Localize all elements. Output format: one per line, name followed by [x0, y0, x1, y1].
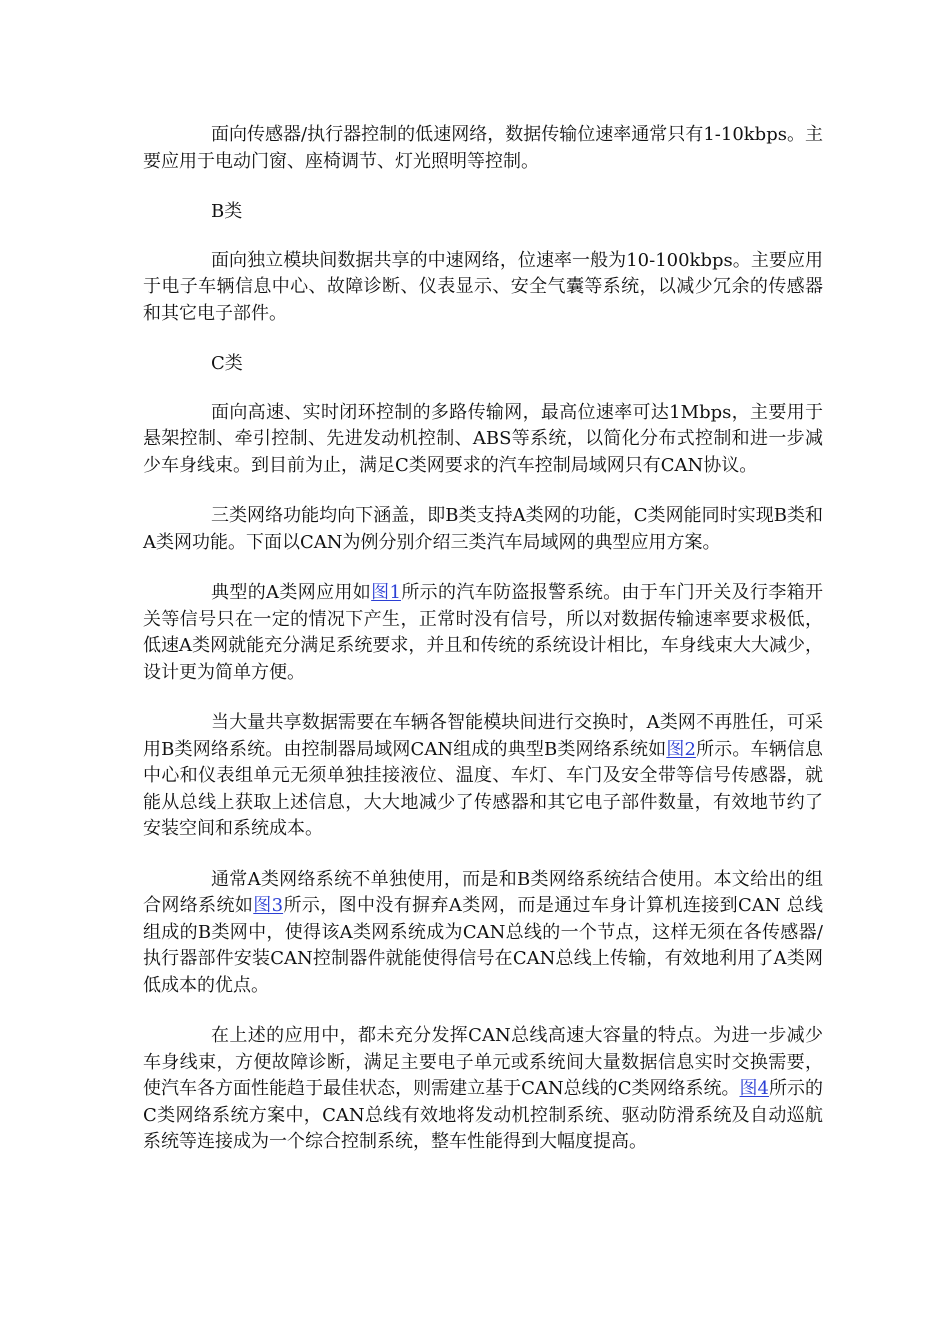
document-body — [143, 122, 823, 1180]
figure-2-link[interactable]: 图2 — [666, 738, 696, 760]
text-segment: 通常A类网络系统不单独使用，而是和B类网络系统结合使用。本文给出的组合网络系统如 — [143, 868, 823, 916]
paragraph-network-coverage — [143, 503, 823, 556]
text-segment: 所示的汽车防盗报警系统。由于车门开关及行李箱开关等信号只在一定的情况下产生，正常时没有信号，所以对数据传输速率要求极低，低速A类网就能充分满足系统要求，并且和传统的系统设计相比，车身线束大大减少，设计更为简单方便。 — [143, 582, 824, 683]
heading-class-c — [143, 351, 823, 378]
text-segment: 当大量共享数据需要在车辆各智能模块间进行交换时，A类网不再胜任，可采用B类网络系统。由控制器局域网CAN组成的典型B类网络系统如 — [143, 712, 823, 760]
paragraph-class-c-description — [143, 400, 823, 480]
text-segment: 所示。车辆信息中心和仪表组单元无须单独挂接液位、温度、车灯、车门及安全带等信号传感器，就能从总线上获取上述信息，大大地减少了传感器和其它电子部件数量，有效地节约了安装空间和系统成本。 — [143, 738, 824, 839]
paragraph-class-b-description — [143, 248, 823, 328]
paragraph-combined-network — [143, 867, 823, 1000]
figure-1-link[interactable]: 图1 — [371, 582, 401, 603]
text-segment: B类 — [211, 201, 243, 222]
text-segment: 面向高速、实时闭环控制的多路传输网，最高位速率可达1Mbps，主要用于悬架控制、牵引控制、先进发动机控制、ABS等系统，以简化分布式控制和进一步减少车身线束。到目前为止，满足C类网要求的汽车控制局域网只有CAN协议。 — [143, 401, 823, 476]
figure-3-link[interactable]: 图3 — [253, 895, 284, 916]
text-segment: 在上述的应用中，都未充分发挥CAN总线高速大容量的特点。为进一步减少车身线束，方便故障诊断，满足主要电子单元或系统间大量数据信息实时交换需要，使汽车各方面性能趋于最佳状态，则需建立基于CAN总线的C类网络系统。 — [143, 1025, 823, 1099]
text-segment: 所示，图中没有摒弃A类网，而是通过车身计算机连接到CAN 总线组成的B类网中，使得该A类网系统成为CAN总线的一个节点，这样无须在各传感器/执行器部件安装CAN控制器件就能使得信号在CAN总线上传输，有效地利用了A类网低成本的优点。 — [143, 895, 824, 996]
text-segment: C类 — [211, 353, 243, 374]
text-segment: 面向独立模块间数据共享的中速网络，位速率一般为10-100kbps。主要应用于电子车辆信息中心、故障诊断、仪表显示、安全气囊等系统，以减少冗余的传感器和其它电子部件。 — [143, 249, 823, 324]
text-segment: 所示的C类网络系统方案中，CAN总线有效地将发动机控制系统、驱动防滑系统及自动巡航系统等连接成为一个综合控制系统，整车性能得到大幅度提高。 — [143, 1078, 824, 1152]
paragraph-class-a-description — [143, 122, 823, 175]
paragraph-class-a-application — [143, 580, 823, 686]
heading-class-b — [143, 199, 823, 226]
text-segment: 典型的A类网应用如 — [211, 582, 372, 603]
text-segment: 面向传感器/执行器控制的低速网络，数据传输位速率通常只有1-10kbps。主要应用于电动门窗、座椅调节、灯光照明等控制。 — [143, 124, 823, 172]
text-segment: 三类网络功能均向下涵盖，即B类支持A类网的功能，C类网能同时实现B类和A类网功能。下面以CAN为例分别介绍三类汽车局域网的典型应用方案。 — [143, 505, 823, 553]
figure-4-link[interactable]: 图4 — [739, 1078, 769, 1099]
paragraph-class-c-application — [143, 1023, 823, 1156]
paragraph-class-b-application — [143, 710, 823, 843]
